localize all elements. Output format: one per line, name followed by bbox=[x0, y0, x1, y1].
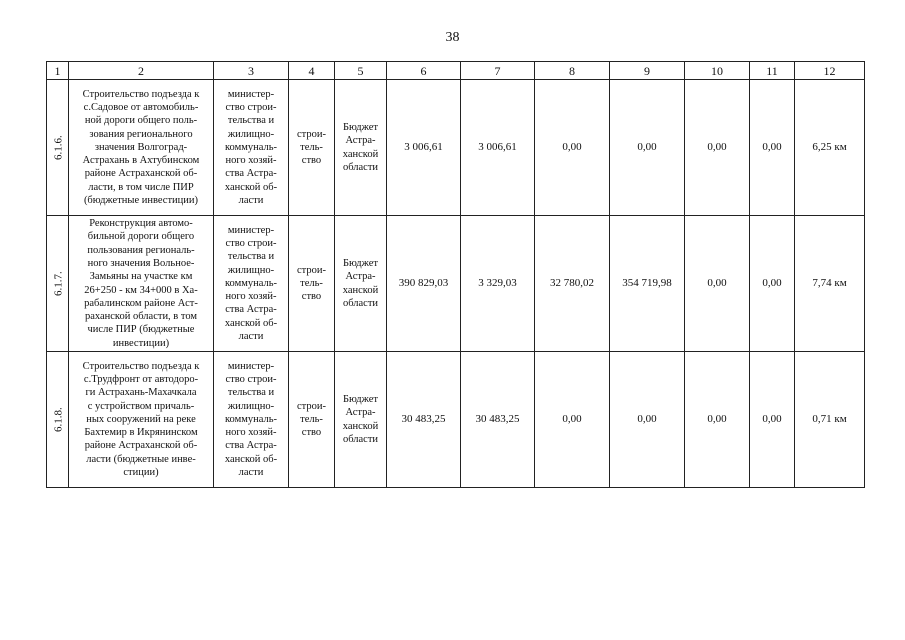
value-col-6: 30 483,25 bbox=[387, 352, 461, 488]
value-col-7: 3 329,03 bbox=[461, 216, 535, 352]
text-line: области bbox=[342, 433, 379, 445]
column-header: 2 bbox=[69, 62, 214, 80]
text-line: области bbox=[342, 161, 379, 173]
text-line: бильной дороги общего bbox=[87, 231, 195, 243]
value-col-9: 0,00 bbox=[610, 352, 685, 488]
text-line: ных сооружений на реке bbox=[86, 413, 196, 425]
text-line: Строительство подъезда к bbox=[82, 88, 200, 100]
column-header: 1 bbox=[47, 62, 69, 80]
value-col-11: 0,00 bbox=[750, 352, 795, 488]
work-kind-cell bbox=[289, 216, 335, 352]
value-col-6: 390 829,03 bbox=[387, 216, 461, 352]
text-line: области bbox=[342, 297, 379, 309]
text-line: ство строи- bbox=[225, 373, 277, 385]
text-line: инвестиции) bbox=[112, 337, 170, 349]
text-line: Замьяны на участке км bbox=[89, 271, 193, 283]
column-header: 7 bbox=[461, 62, 535, 80]
text-line: министер- bbox=[227, 224, 275, 236]
project-name-cell bbox=[69, 80, 214, 216]
text-line: рабалинском районе Аст- bbox=[84, 297, 198, 309]
executor-cell bbox=[214, 352, 289, 488]
text-line: жилищно- bbox=[227, 128, 275, 140]
text-line: строи- bbox=[297, 264, 326, 276]
value-col-11: 0,00 bbox=[750, 216, 795, 352]
text-line: ного хозяй- bbox=[225, 427, 277, 439]
text-line: с устройством причаль- bbox=[87, 400, 195, 412]
text-line: Бюджет bbox=[342, 393, 379, 405]
text-line: ханской об- bbox=[224, 181, 278, 193]
column-header: 9 bbox=[610, 62, 685, 80]
text-line: Астра- bbox=[345, 271, 376, 283]
text-line: ханской об- bbox=[224, 453, 278, 465]
page-number: 38 bbox=[445, 30, 460, 45]
text-line: пользования региональ- bbox=[87, 244, 195, 256]
text-line: ханской bbox=[342, 420, 379, 432]
text-line: ства Астра- bbox=[225, 304, 277, 316]
table-row bbox=[47, 216, 865, 352]
column-header: 8 bbox=[535, 62, 610, 80]
text-line: тельства и bbox=[227, 251, 275, 263]
text-line: ласти bbox=[238, 331, 264, 343]
text-line: стиции) bbox=[123, 467, 159, 479]
text-line: тель- bbox=[300, 413, 323, 425]
value-col-10: 0,00 bbox=[685, 352, 750, 488]
budget-table bbox=[46, 61, 865, 488]
text-line: ласти bbox=[238, 467, 264, 479]
funding-source-cell bbox=[335, 80, 387, 216]
item-number: 6.1.7. bbox=[52, 271, 65, 296]
text-line: ства Астра- bbox=[225, 440, 277, 452]
value-col-8: 32 780,02 bbox=[535, 216, 610, 352]
column-header: 11 bbox=[750, 62, 795, 80]
value-col-8: 0,00 bbox=[535, 352, 610, 488]
text-line: министер- bbox=[227, 360, 275, 372]
item-number-cell bbox=[47, 352, 69, 488]
work-kind-cell bbox=[289, 352, 335, 488]
text-line: ного хозяй- bbox=[225, 291, 277, 303]
text-line: коммуналь- bbox=[224, 413, 278, 425]
text-line: районе Астраханской об- bbox=[84, 440, 198, 452]
value-col-10: 0,00 bbox=[685, 216, 750, 352]
text-line: ного значения Вольное- bbox=[87, 257, 195, 269]
text-line: Бахтемир в Икрянинском bbox=[84, 427, 198, 439]
text-line: Астрахань в Ахтубинском bbox=[82, 155, 200, 167]
text-line: Реконструкция автомо- bbox=[89, 218, 193, 230]
table-body bbox=[47, 80, 865, 488]
funding-source-cell bbox=[335, 216, 387, 352]
column-header: 4 bbox=[289, 62, 335, 80]
text-line: районе Астраханской об- bbox=[84, 168, 198, 180]
item-number: 6.1.8. bbox=[52, 407, 65, 432]
text-line: числе ПИР (бюджетные bbox=[87, 324, 195, 336]
text-line: ханской bbox=[342, 284, 379, 296]
text-line: Астра- bbox=[345, 407, 376, 419]
value-col-9: 354 719,98 bbox=[610, 216, 685, 352]
text-line: коммуналь- bbox=[224, 141, 278, 153]
text-line: Бюджет bbox=[342, 257, 379, 269]
value-col-6: 3 006,61 bbox=[387, 80, 461, 216]
value-col-12: 6,25 км bbox=[795, 80, 865, 216]
text-line: ство строи- bbox=[225, 101, 277, 113]
text-line: ного хозяй- bbox=[225, 155, 277, 167]
text-line: тельства и bbox=[227, 115, 275, 127]
value-col-9: 0,00 bbox=[610, 80, 685, 216]
text-line: коммуналь- bbox=[224, 277, 278, 289]
value-col-10: 0,00 bbox=[685, 80, 750, 216]
text-line: ной дороги общего поль- bbox=[84, 115, 198, 127]
value-col-8: 0,00 bbox=[535, 80, 610, 216]
text-line: ство строи- bbox=[225, 237, 277, 249]
text-line: жилищно- bbox=[227, 400, 275, 412]
text-line: Бюджет bbox=[342, 121, 379, 133]
executor-cell bbox=[214, 216, 289, 352]
column-header: 10 bbox=[685, 62, 750, 80]
column-header: 5 bbox=[335, 62, 387, 80]
text-line: ханской об- bbox=[224, 317, 278, 329]
executor-cell bbox=[214, 80, 289, 216]
text-line: 26+250 - км 34+000 в Ха- bbox=[84, 284, 198, 296]
text-line: (бюджетные инвестиции) bbox=[83, 195, 199, 207]
column-header: 3 bbox=[214, 62, 289, 80]
text-line: жилищно- bbox=[227, 264, 275, 276]
item-number-cell bbox=[47, 80, 69, 216]
funding-source-cell bbox=[335, 352, 387, 488]
text-line: тель- bbox=[300, 141, 323, 153]
value-col-7: 30 483,25 bbox=[461, 352, 535, 488]
header-row bbox=[47, 62, 865, 80]
value-col-7: 3 006,61 bbox=[461, 80, 535, 216]
text-line: строи- bbox=[297, 128, 326, 140]
value-col-11: 0,00 bbox=[750, 80, 795, 216]
table-row bbox=[47, 352, 865, 488]
value-col-12: 0,71 км bbox=[795, 352, 865, 488]
text-line: ласти (бюджетные инве- bbox=[86, 453, 196, 465]
column-header: 12 bbox=[795, 62, 865, 80]
text-line: ласти bbox=[238, 195, 264, 207]
text-line: Астра- bbox=[345, 135, 376, 147]
text-line: зования регионального bbox=[89, 128, 193, 140]
text-line: строи- bbox=[297, 400, 326, 412]
text-line: ство bbox=[301, 427, 322, 439]
item-number-cell bbox=[47, 216, 69, 352]
text-line: с.Трудфронт от автодоро- bbox=[83, 373, 199, 385]
text-line: ство bbox=[301, 291, 322, 303]
text-line: значения Волгоград- bbox=[94, 141, 188, 153]
text-line: ласти, в том числе ПИР bbox=[88, 181, 194, 193]
work-kind-cell bbox=[289, 80, 335, 216]
value-col-12: 7,74 км bbox=[795, 216, 865, 352]
project-name-cell bbox=[69, 216, 214, 352]
project-name-cell bbox=[69, 352, 214, 488]
text-line: ства Астра- bbox=[225, 168, 277, 180]
text-line: тельства и bbox=[227, 387, 275, 399]
text-line: раханской области, в том bbox=[84, 311, 198, 323]
text-line: ги Астрахань-Махачкала bbox=[85, 387, 197, 399]
text-line: министер- bbox=[227, 88, 275, 100]
text-line: ство bbox=[301, 155, 322, 167]
column-header: 6 bbox=[387, 62, 461, 80]
text-line: с.Садовое от автомобиль- bbox=[83, 101, 199, 113]
table-row bbox=[47, 80, 865, 216]
text-line: ханской bbox=[342, 148, 379, 160]
text-line: Строительство подъезда к bbox=[82, 360, 200, 372]
text-line: тель- bbox=[300, 277, 323, 289]
item-number: 6.1.6. bbox=[52, 135, 65, 160]
